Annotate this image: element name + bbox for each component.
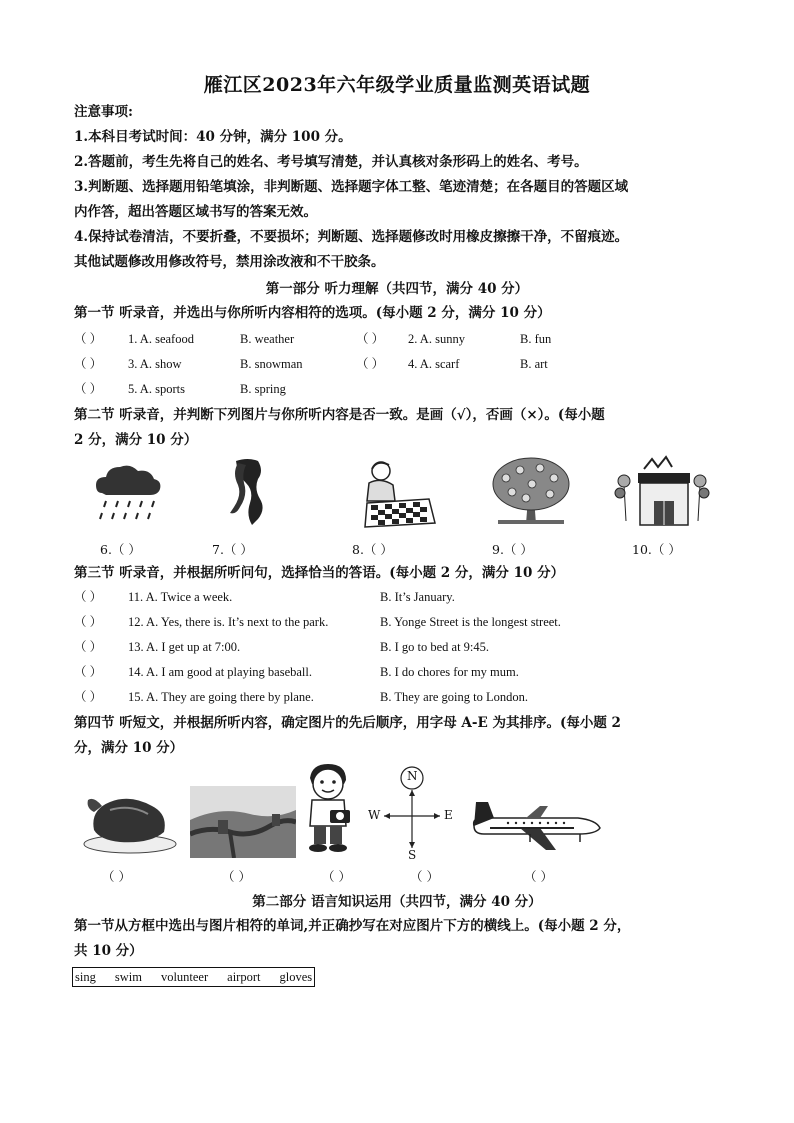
compass-south-label: S [408,848,417,862]
part2-s1-heading-a: 第一节从方框中选出与图片相符的单词,并正确抄写在对应图片下方的横线上。(每小题 2 分， [74,918,631,934]
word-item: sing [75,970,96,984]
option-b-14: B. I do chores for my mum. [380,665,519,679]
great-wall-picture [190,786,296,858]
part1-s1-heading: 第一节 听录音，并选出与你所听内容相符的选项。(每小题 2 分，满分 10 分） [74,305,551,321]
part1-s2-heading-a: 第二节 听录音，并判断下列图片与你所听内容是否一致。是画（√），否画（×）。(每小题 [74,407,605,423]
option-a-5: 5. A. sports [128,382,185,396]
order-bracket-5[interactable]: （ ） [524,869,553,884]
option-b-11: B. It’s January. [380,590,455,604]
word-box [72,967,315,987]
note-2: 2.答题前，考生先将自己的姓名、考号填写清楚，并认真核对条形码上的姓名、考号。 [74,154,588,170]
apple-tree-picture [490,454,572,528]
answer-bracket-11[interactable]: （ ） [74,590,103,604]
option-a-3: 3. A. show [128,357,182,371]
part2-heading: 第二部分 语言知识运用（共四节，满分 40 分） [252,894,542,910]
note-3b: 内作答，超出答题区域书写的答案无效。 [74,204,317,220]
option-b-13: B. I go to bed at 9:45. [380,640,490,654]
roast-duck-picture [80,786,180,856]
note-4a: 4.保持试卷清洁，不要折叠，不要损坏；判断题、选择题修改时用橡皮擦擦干净，不留痕迹。 [74,229,629,245]
boy-with-camera-picture [300,760,356,860]
option-b-15: B. They are going to London. [380,690,529,704]
part2-s1-heading-b: 共 10 分） [74,943,143,959]
answer-bracket-9[interactable]: 9.（ ） [492,542,533,557]
answer-bracket-4[interactable]: （ ） [356,357,385,371]
option-a-2: 2. A. sunny [408,332,465,346]
option-a-15: 15. A. They are going there by plane. [128,690,314,704]
answer-bracket-10[interactable]: 10.（ ） [632,542,681,557]
word-item: airport [227,970,261,984]
answer-bracket-8[interactable]: 8.（ ） [352,542,393,557]
order-bracket-1[interactable]: （ ） [102,869,131,884]
option-a-4: 4. A. scarf [408,357,460,371]
airplane-picture [470,798,602,854]
scarf-picture [228,455,272,527]
option-a-14: 14. A. I am good at playing baseball. [128,665,312,679]
answer-bracket-2[interactable]: （ ） [356,332,385,346]
cinema-building-picture [614,455,710,529]
answer-bracket-3[interactable]: （ ） [74,357,103,371]
compass-east-label: E [444,808,453,822]
compass-north-label: N [407,769,418,783]
option-a-11: 11. A. Twice a week. [128,590,233,604]
compass [364,764,460,864]
order-bracket-2[interactable]: （ ） [222,869,251,884]
answer-bracket-6[interactable]: 6.（ ） [100,542,141,557]
order-bracket-4[interactable]: （ ） [410,869,439,884]
option-a-13: 13. A. I get up at 7:00. [128,640,241,654]
note-1: 1.本科目考试时间：40 分钟，满分 100 分。 [74,129,352,145]
chess-player-picture [355,457,437,529]
option-b-1: B. weather [240,332,295,346]
answer-bracket-13[interactable]: （ ） [74,640,103,654]
compass-west-label: W [368,808,381,822]
answer-bracket-7[interactable]: 7.（ ） [212,542,253,557]
part1-s4-heading-a: 第四节 听短文，并根据所听内容，确定图片的先后顺序，用字母 A-E 为其排序。(每小题 2 [74,715,621,731]
option-b-12: B. Yonge Street is the longest street. [380,615,561,629]
option-a-12: 12. A. Yes, there is. It’s next to the park. [128,615,329,629]
option-b-2: B. fun [520,332,552,346]
part1-s2-heading-b: 2 分，满分 10 分） [74,432,198,448]
option-b-5: B. spring [240,382,286,396]
page-title: 雁江区2023年六年级学业质量监测英语试题 [203,74,591,96]
order-bracket-3[interactable]: （ ） [322,869,351,884]
option-b-4: B. art [520,357,548,371]
note-4b: 其他试题修改用修改符号，禁用涂改液和不干胶条。 [74,254,385,270]
answer-bracket-12[interactable]: （ ） [74,615,103,629]
answer-bracket-14[interactable]: （ ） [74,665,103,679]
word-item: gloves [279,970,313,984]
part1-heading: 第一部分 听力理解（共四节，满分 40 分） [265,281,529,297]
answer-bracket-15[interactable]: （ ） [74,690,103,704]
note-3a: 3.判断题、选择题用铅笔填涂，非判断题、选择题字体工整、笔迹清楚；在各题目的答题区域 [74,179,629,195]
answer-bracket-1[interactable]: （ ） [74,332,103,346]
option-a-1: 1. A. seafood [128,332,194,346]
notes-heading: 注意事项: [74,104,133,120]
part1-s4-heading-b: 分，满分 10 分） [74,740,184,756]
word-item: volunteer [160,970,209,984]
part1-s3-heading: 第三节 听录音，并根据所听问句，选择恰当的答语。(每小题 2 分，满分 10 分） [74,565,565,581]
option-b-3: B. snowman [240,357,303,371]
word-item: swim [114,970,142,984]
answer-bracket-5[interactable]: （ ） [74,382,103,396]
rain-cloud-picture [92,457,164,529]
